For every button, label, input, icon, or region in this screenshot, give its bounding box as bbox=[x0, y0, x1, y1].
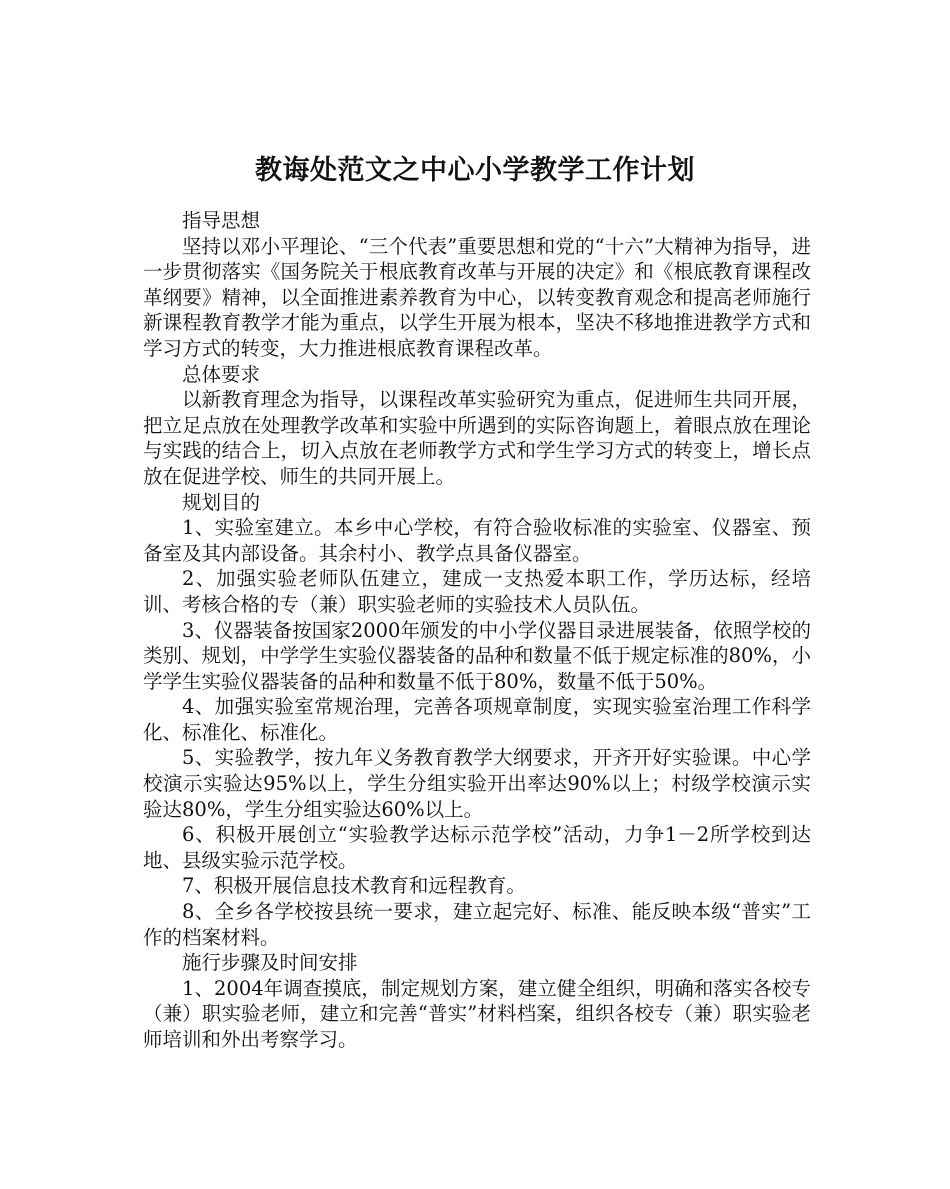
paragraph-guiding-ideology: 坚持以邓小平理论、“三个代表”重要思想和党的“十六”大精神为指导，进一步贯彻落实《国务院关于根底教育改革与开展的决定》和《根底教育课程改革纲要》精神，以全面推进素养教育为中心，以转变教育观念和提高老师施行新课程教育教学才能为重点，以学生开展为根本，坚决不移地推进教学方式和学习方式的转变，大力推进根底教育课程改革。 bbox=[143, 234, 811, 360]
section-heading-implementation-steps: 施行步骤及时间安排 bbox=[182, 951, 358, 975]
step-item-1: 1、2004年调查摸底，制定规划方案，建立健全组织，明确和落实各校专（兼）职实验老师，建立和完善“普实”材料档案，组织各校专（兼）职实验老师培训和外出考察学习。 bbox=[143, 976, 811, 1051]
document-body bbox=[143, 208, 811, 1053]
section-heading-overall-requirements: 总体要求 bbox=[182, 362, 261, 386]
goal-item-2: 2、加强实验老师队伍建立，建成一支热爱本职工作，学历达标，经培训、考核合格的专（兼）职实验老师的实验技术人员队伍。 bbox=[143, 567, 811, 616]
goal-item-6: 6、积极开展创立“实验教学达标示范学校”活动，力争1－2所学校到达地、县级实验示范学校。 bbox=[143, 823, 811, 872]
goal-item-3: 3、仪器装备按国家2000年颁发的中小学仪器目录进展装备，依照学校的类别、规划，中学学生实验仪器装备的品种和数量不低于规定标准的80%，小学学生实验仪器装备的品种和数量不低于80%，数量不低于50%。 bbox=[143, 618, 811, 693]
section-heading-guiding-ideology: 指导思想 bbox=[182, 209, 261, 232]
section-heading-planning-goals: 规划目的 bbox=[182, 490, 261, 514]
goal-item-7: 7、积极开展信息技术教育和远程教育。 bbox=[182, 874, 526, 898]
document-title: 教诲处范文之中心小学教学工作计划 bbox=[255, 155, 695, 187]
goal-item-8: 8、全乡各学校按县统一要求，建立起完好、标准、能反映本级“普实”工作的档案材料。 bbox=[143, 900, 811, 949]
goal-item-4: 4、加强实验室常规治理，完善各项规章制度，实现实验室治理工作科学化、标准化、标准化。 bbox=[143, 695, 811, 744]
goal-item-1: 1、实验室建立。本乡中心学校，有符合验收标准的实验室、仪器室、预备室及其内部设备。其余村小、教学点具备仪器室。 bbox=[143, 516, 811, 565]
goal-item-5: 5、实验教学，按九年义务教育教学大纲要求，开齐开好实验课。中心学校演示实验达95%以上，学生分组实验开出率达90%以上；村级学校演示实验达80%，学生分组实验达60%以上。 bbox=[143, 746, 811, 821]
paragraph-overall-requirements: 以新教育理念为指导，以课程改革实验研究为重点，促进师生共同开展，把立足点放在处理教学改革和实验中所遇到的实际咨询题上，着眼点放在理论与实践的结合上，切入点放在老师教学方式和学生学习方式的转变上，增长点放在促进学校、师生的共同开展上。 bbox=[143, 388, 811, 488]
